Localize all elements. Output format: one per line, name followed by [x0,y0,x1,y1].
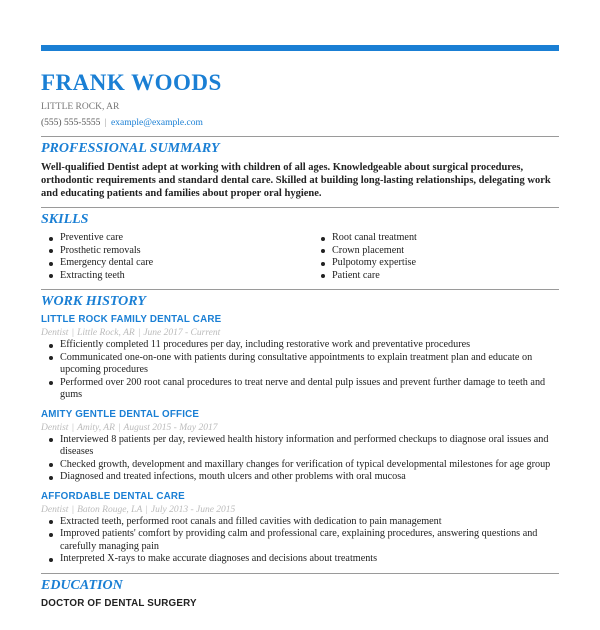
job-dates: July 2013 - June 2015 [150,504,236,515]
meta-separator: | [71,328,75,338]
job-company: AFFORDABLE DENTAL CARE [41,490,185,502]
contact-line [41,117,559,129]
skill-item: Pulpotomy expertise [313,257,417,270]
meta-separator: | [71,504,75,515]
job-entry [41,491,559,566]
section-divider [41,289,559,290]
section-divider [41,136,559,137]
email-link[interactable]: example@example.com [111,118,203,128]
education-heading: EDUCATION [41,577,123,593]
summary-text: Well-qualified Dentist adept at working with children of all ages. Knowledgeable about surgical procedures, orthodontic requirements and standard dental care. Skilled at building long-lasting relationships, delegating work and educating patients and families about proper oral hygiene. [41,162,551,199]
job-bullet: Checked growth, development and maxillary changes for verification of typical developmental milestones for age group [41,459,559,472]
contact-separator: | [104,118,107,128]
job-meta [41,504,559,516]
job-company: LITTLE ROCK FAMILY DENTAL CARE [41,314,222,325]
job-meta [41,327,559,339]
phone-number: (555) 555-5555 [41,118,101,128]
meta-separator: | [145,504,148,515]
job-bullets [41,434,559,484]
job-bullets [41,516,559,566]
skill-item: Root canal treatment [313,232,417,245]
job-bullet: Extracted teeth, performed root canals and filled cavities with dedication to pain management [41,516,559,529]
skills-column-left [41,232,313,282]
skill-item: Emergency dental care [41,257,313,270]
section-divider [41,207,559,208]
candidate-location: LITTLE ROCK, AR [41,102,120,112]
job-role: Dentist [41,504,69,515]
job-location: Baton Rouge, LA [77,504,143,515]
job-bullet: Performed over 200 root canal procedures to treat nerve and dental pulp issues and prevent further damage to teeth and gums [41,377,559,402]
meta-separator: | [117,422,121,433]
skills-heading: SKILLS [41,212,89,227]
candidate-name: FRANK WOODS [41,70,222,95]
meta-separator: | [137,328,141,338]
job-location: Amity, AR [77,422,115,433]
job-entry [41,409,559,484]
job-bullet: Diagnosed and treated infections, mouth ulcers and other problems with oral mucosa [41,471,559,484]
skill-item: Prosthetic removals [41,245,313,258]
job-bullets [41,339,559,402]
skills-list [41,232,559,282]
summary-heading: PROFESSIONAL SUMMARY [41,141,220,156]
job-entry [41,314,559,402]
skills-column-right [313,232,417,282]
degree-title: DOCTOR OF DENTAL SURGERY [41,597,197,609]
job-meta [41,422,559,434]
job-bullet: Communicated one-on-one with patients during consultative appointments to explain treatment plan and educate on upcoming procedures [41,352,559,377]
job-dates: August 2015 - May 2017 [123,422,218,433]
job-bullet: Improved patients' comfort by providing calm and professional care, explaining procedures, answering questions and carefully managing pain [41,528,559,553]
skill-item: Crown placement [313,245,417,258]
skill-item: Preventive care [41,232,313,245]
job-dates: June 2017 - Current [143,328,221,338]
job-bullet: Efficiently completed 11 procedures per day, including restorative work and preventative procedures [41,339,559,352]
job-location: Little Rock, AR [77,328,135,338]
job-company: AMITY GENTLE DENTAL OFFICE [41,408,200,420]
section-divider [41,573,559,574]
header-accent-bar [41,45,559,51]
work-history-heading: WORK HISTORY [41,294,146,309]
skill-item: Patient care [313,270,417,283]
job-role: Dentist [41,328,69,338]
resume-page [41,70,559,610]
meta-separator: | [71,422,75,433]
skill-item: Extracting teeth [41,270,313,283]
job-role: Dentist [41,422,69,433]
job-bullet: Interpreted X-rays to make accurate diagnoses and decisions about treatments [41,553,559,566]
job-bullet: Interviewed 8 patients per day, reviewed health history information and performed checkups to diagnose oral issues and diseases [41,434,559,459]
